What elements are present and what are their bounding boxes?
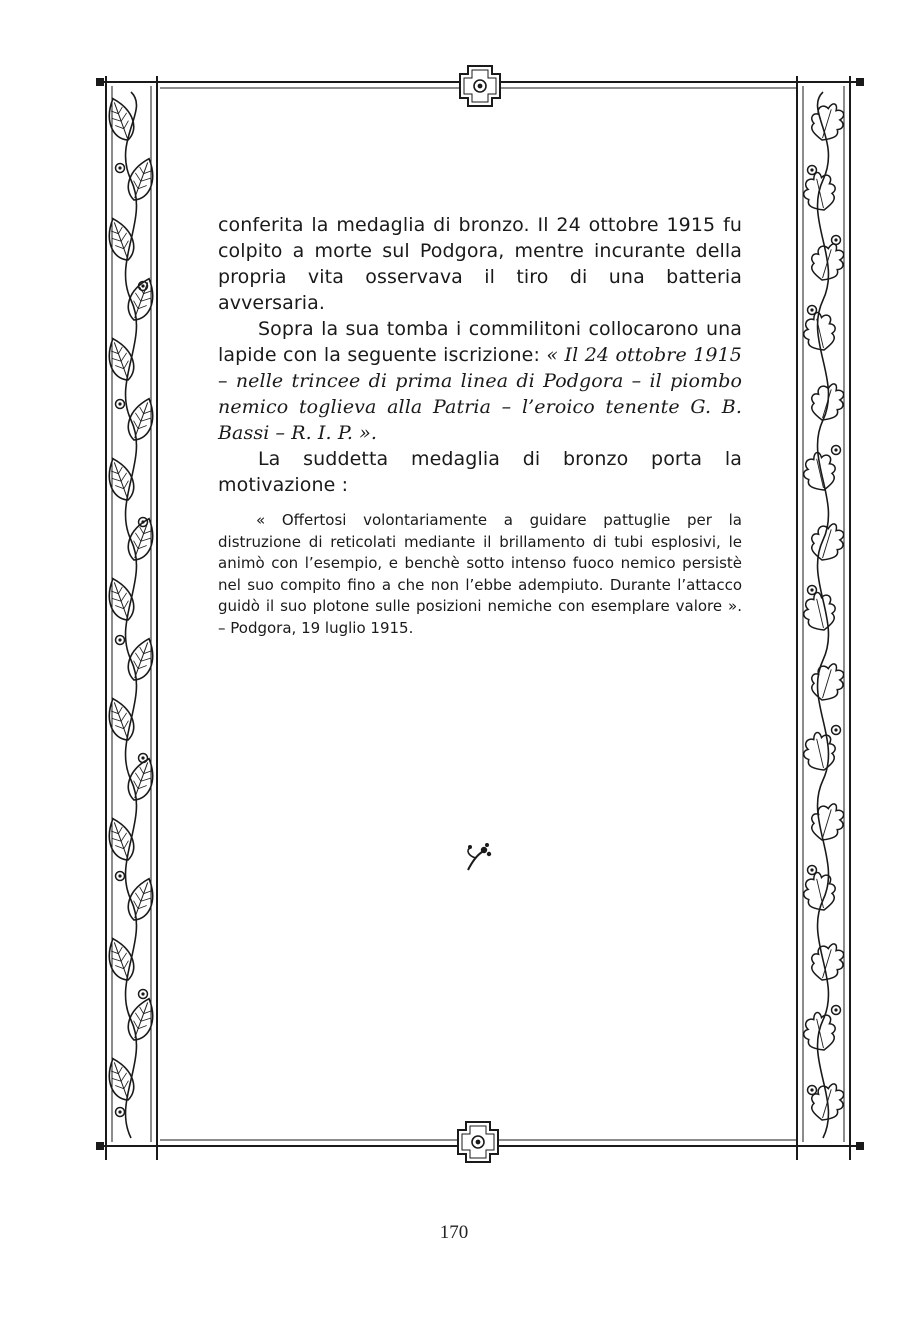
paragraph-3: La suddetta medaglia di bronzo porta la motivazione : (218, 448, 742, 496)
top-cross-icon (460, 66, 500, 106)
right-border (797, 76, 850, 1160)
left-border (102, 76, 159, 1160)
paragraph-2-lead: Sopra la sua tomba i commilitoni collocarono una lapide con la seguente iscrizione: (218, 318, 742, 366)
main-text (218, 212, 742, 639)
medal-citation: « Offertosi volontariamente a guidare pattuglie per la distruzione di reticolati mediante il brillamento di tubi esplosivi, le animò con l’esempio, e benchè sotto intenso fuoco nemico persistè nel suo compito fino a che non l’ebbe adempiuto. Durante l’attacco guidò il suo plotone sulle posizioni nemiche con esemplare valore ». – Podgora, 19 luglio 1915. (218, 511, 742, 637)
page-number: 170 (439, 1222, 469, 1243)
flower-sprig-icon (468, 843, 491, 870)
tomb-inscription: « Il 24 ottobre 1915 – nelle trincee di prima linea di Podgora – il piombo nemico toglieva alla Patria – l’eroico tenente G. B. Bassi – R. I. P. ». (218, 344, 742, 444)
bottom-cross-icon (458, 1122, 498, 1162)
paragraph-1: conferita la medaglia di bronzo. Il 24 ottobre 1915 fu colpito a morte sul Podgora, mentre incurante della propria vita osservava il tiro di una batteria avversaria. (218, 214, 742, 314)
paragraph-2 (218, 316, 742, 446)
